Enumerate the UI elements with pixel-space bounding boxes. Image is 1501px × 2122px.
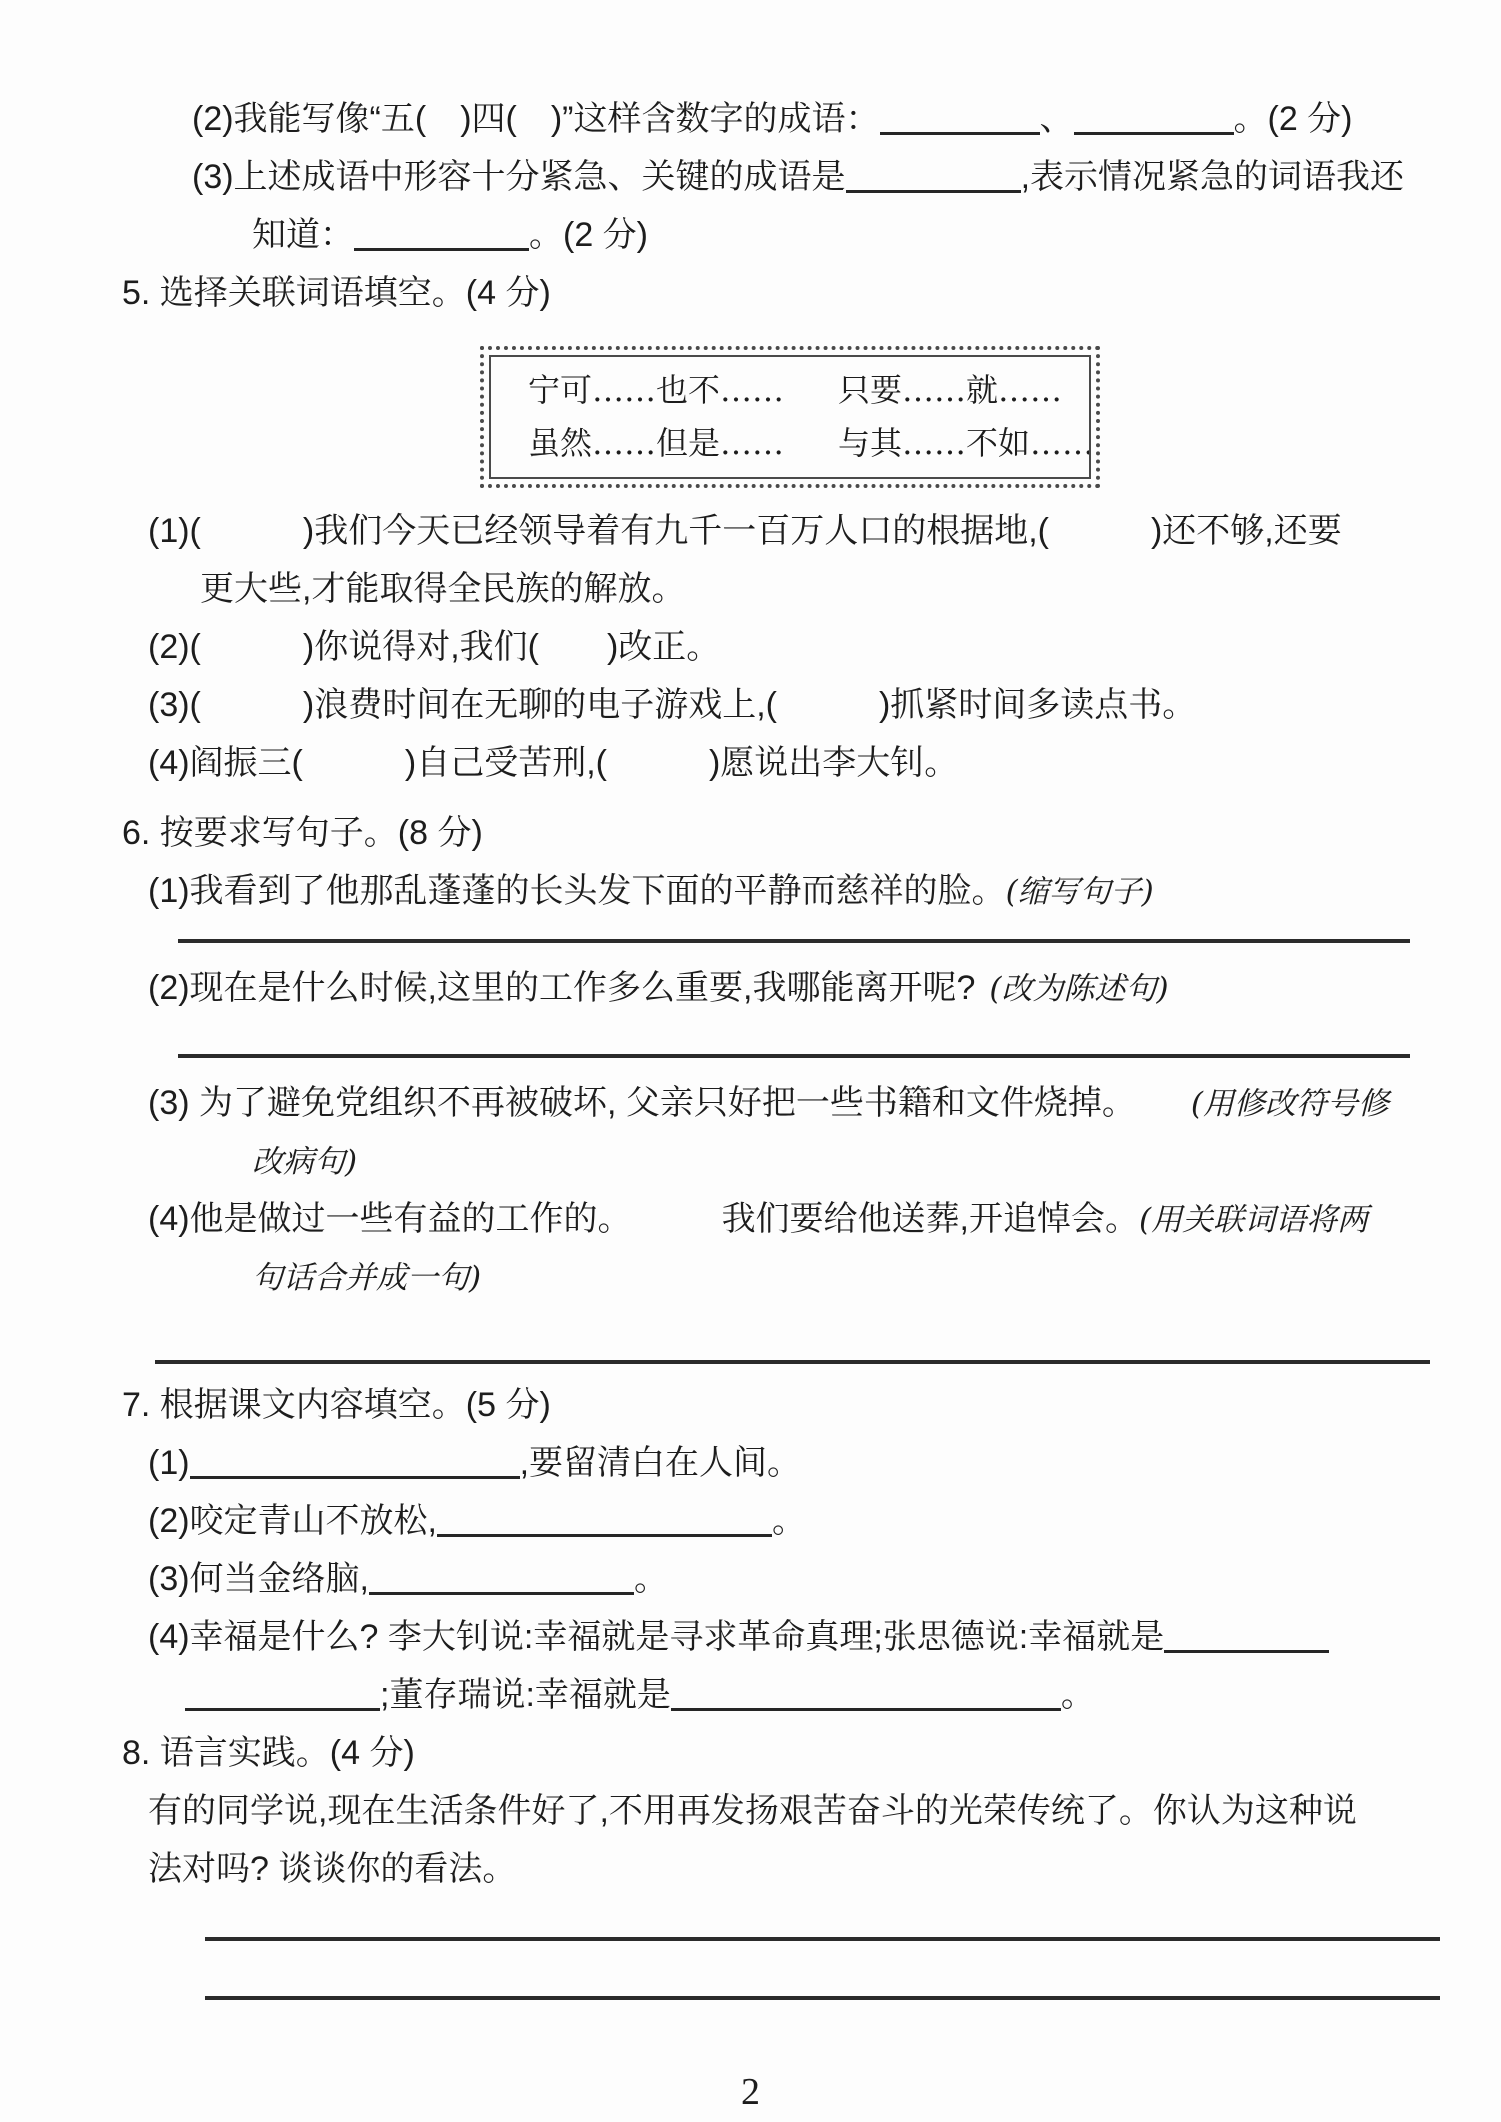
q5-item-3-text: (3)( )浪费时间在无聊的电子游戏上,( )抓紧时间多读点书。 [148,686,1197,724]
answer-blank [437,1508,772,1537]
q5-item-4 [0,734,1501,792]
q5-item-1-line2 [0,560,1501,618]
q4-item-3-text-cont: ,表示情况紧急的词语我还 [1020,158,1405,196]
q6-item-3-line2 [0,1132,1501,1190]
q6-item-4-text1: (4)他是做过一些有益的工作的。 [148,1200,632,1238]
q6-item-2-text: (2)现在是什么时候,这里的工作多么重要,我哪能离开呢? [148,969,976,1007]
q6-item-3-text: (3) 为了避免党组织不再被破坏, 父亲只好把一些书籍和文件烧掉。 [148,1084,1136,1122]
q5-item-1-text-cont: 更大些,才能取得全民族的解放。 [200,570,686,608]
q7-item-4-line1 [0,1608,1501,1666]
word-bank-box [480,346,1100,488]
q5-item-2-text: (2)( )你说得对,我们( )改正。 [148,628,721,666]
question-5-title [0,264,1501,322]
answer-blank [369,1566,634,1595]
q8-text2: 法对吗? 谈谈你的看法。 [148,1850,517,1888]
answer-blank [185,1682,380,1711]
q5-item-1-line1 [0,502,1501,560]
q7-item-1 [0,1434,1501,1492]
answer-line [178,939,1410,943]
q4-item-3-text: (3)上述成语中形容十分紧急、关键的成语是 [192,158,846,196]
q5-item-1-text: (1)( )我们今天已经领导着有九千一百万人口的根据地,( )还不够,还要 [148,512,1342,550]
q6-item-2 [0,959,1501,1017]
q7-item-4-period: 。 [1060,1676,1095,1714]
answer-line [155,1360,1430,1364]
q6-item-4-line2 [0,1248,1501,1306]
q7-item-2 [0,1492,1501,1550]
word-bank-row [528,364,1096,417]
q4-item-2-score: 。(2 分) [1233,100,1353,138]
q5-item-3 [0,676,1501,734]
question-6-title [0,804,1501,862]
q4-item-2 [0,90,1501,148]
q5-item-2 [0,618,1501,676]
q6-item-4-text2: 我们要给他送葬,开追悼会。 [721,1200,1140,1238]
q7-item-4-line2 [0,1666,1501,1724]
question-8-title [0,1724,1501,1782]
word-bank-row [528,417,1096,470]
answer-blank [190,1450,520,1479]
q6-item-1 [0,862,1501,920]
q7-item-1-label: (1) [148,1444,190,1482]
q6-item-3-line1 [0,1074,1501,1132]
answer-blank [1074,106,1234,135]
question-8-title-text: 8. 语言实践。(4 分) [122,1734,415,1772]
q7-item-1-text: ,要留清白在人间。 [519,1444,802,1482]
q7-item-2-period: 。 [772,1502,806,1540]
q8-text-line2 [0,1840,1501,1898]
answer-blank [354,222,529,251]
page-number: 2 [741,2071,760,2113]
question-7-title-text: 7. 根据课文内容填空。(5 分) [122,1386,551,1424]
answer-blank [1164,1624,1329,1653]
q4-item-3-score: 。(2 分) [529,216,648,254]
answer-line [178,1054,1410,1058]
question-5-title-text: 5. 选择关联词语填空。(4 分) [122,274,551,312]
question-6-title-text: 6. 按要求写句子。(8 分) [122,814,483,852]
q5-item-4-text: (4)阎振三( )自己受苦刑,( )愿说出李大钊。 [148,744,959,782]
q4-item-3-text2: 知道： [252,216,354,254]
word-bank-item: 只要……就…… [838,371,1063,409]
q6-item-4-hint-cont: 句话合并成一句) [252,1260,482,1296]
q8-text-line1 [0,1782,1501,1840]
q6-item-4-line1 [0,1190,1501,1248]
q7-item-3-period: 。 [634,1560,668,1598]
answer-line [205,1996,1440,2000]
answer-blank [671,1682,1061,1711]
q4-item-3-line2 [0,206,1501,264]
q6-item-1-text: (1)我看到了他那乱蓬蓬的长头发下面的平静而慈祥的脸。 [148,872,1006,910]
answer-blank [880,106,1040,135]
q6-item-3-hint: (用修改符号修 [1190,1086,1389,1122]
q7-item-3 [0,1550,1501,1608]
q7-item-4-text: (4)幸福是什么? 李大钊说:幸福就是寻求革命真理;张思德说:幸福就是 [148,1618,1165,1656]
q6-item-3-hint-cont: 改病句) [252,1144,358,1180]
q4-item-3-line1 [0,148,1501,206]
word-bank-item: 虽然……但是…… [528,424,785,462]
q8-text1: 有的同学说,现在生活条件好了,不用再发扬艰苦奋斗的光荣传统了。你认为这种说 [148,1792,1357,1830]
q7-item-4-text-cont: ;董存瑞说:幸福就是 [380,1676,671,1714]
word-bank-item: 与其……不如…… [838,424,1095,462]
q6-item-1-hint: (缩写句子) [1005,874,1154,910]
q7-item-3-text: (3)何当金络脑, [148,1560,369,1598]
question-7-title [0,1376,1501,1434]
word-bank-item: 宁可……也不…… [528,371,785,409]
q6-item-2-hint: (改为陈述句) [989,971,1169,1007]
answer-blank [846,164,1021,193]
q4-item-2-separator: 、 [1039,100,1074,138]
answer-line [205,1937,1440,1941]
q6-item-4-hint: (用关联词语将两 [1139,1202,1369,1238]
q7-item-2-text: (2)咬定青山不放松, [148,1502,437,1540]
q4-item-2-text: (2)我能写像“五( )四( )”这样含数字的成语： [192,100,880,138]
